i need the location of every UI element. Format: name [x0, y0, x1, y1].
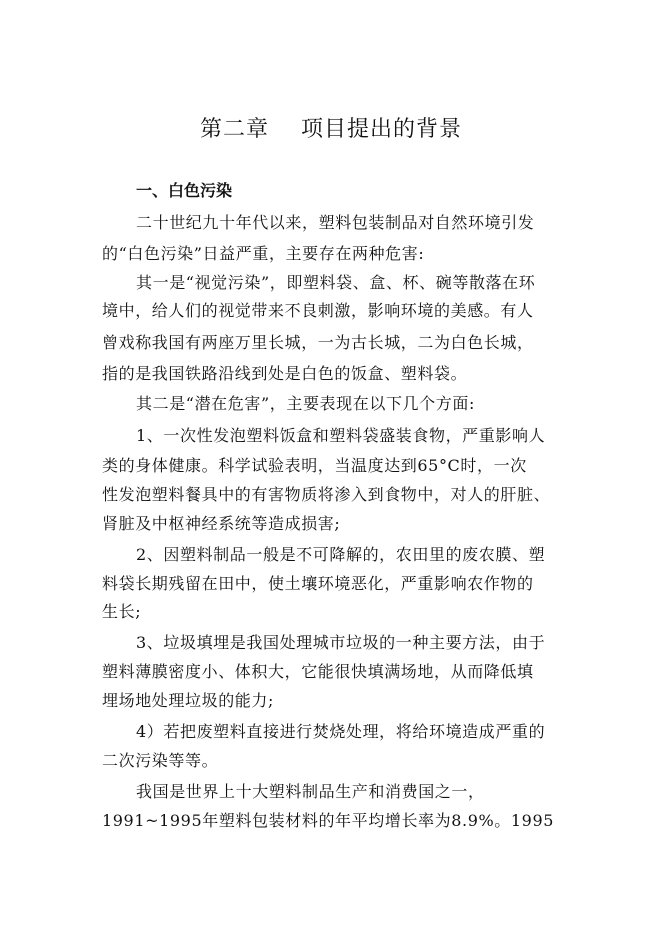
paragraph-line-12: 2、因塑料制品一般是不可降解的，农田里的废农膜、塑	[136, 545, 546, 564]
paragraph-line-1: 二十世纪九十年代以来，塑料包装制品对自然环境引发	[136, 213, 535, 232]
section-heading-white-pollution: 一、白色污染	[136, 181, 233, 200]
paragraph-line-17: 埋场地处理垃圾的能力;	[102, 691, 274, 710]
paragraph-line-10: 性发泡塑料餐具中的有害物质将渗入到食物中，对人的肝脏、	[102, 485, 551, 504]
paragraph-line-16: 塑料薄膜密度小、体积大，它能很快填满场地，从而降低填	[102, 662, 534, 681]
paragraph-line-5: 曾戏称我国有两座万里长城，一为古长城，二为白色长城，	[102, 333, 534, 352]
paragraph-line-19: 二次污染等等。	[102, 751, 219, 770]
paragraph-line-14: 生长;	[102, 602, 142, 621]
paragraph-line-2: 的“白色污染”日益严重，主要存在两种危害:	[102, 244, 425, 263]
paragraph-line-8: 1、一次性发泡塑料饭盒和塑料袋盛装食物，严重影响人	[136, 426, 546, 445]
paragraph-line-21: 1991~1995年塑料包装材料的年平均增长率为8.9%。1995	[102, 811, 555, 830]
paragraph-line-18: 4）若把废塑料直接进行焚烧处理，将给环境造成严重的	[136, 722, 546, 741]
paragraph-line-7: 其二是“潜在危害”，主要表现在以下几个方面:	[136, 394, 475, 413]
chapter-title: 第二章 项目提出的背景	[200, 117, 462, 142]
paragraph-line-20: 我国是世界上十大塑料制品生产和消费国之一，	[136, 782, 485, 801]
paragraph-line-9: 类的身体健康。科学试验表明，当温度达到65°C时，一次	[102, 456, 527, 475]
paragraph-line-6: 指的是我国铁路沿线到处是白色的饭盒、塑料袋。	[102, 364, 468, 383]
paragraph-line-15: 3、垃圾填埋是我国处理城市垃圾的一种主要方法，由于	[136, 633, 546, 652]
paragraph-line-3: 其一是“视觉污染”，即塑料袋、盒、杯、碗等散落在环	[136, 273, 536, 292]
paragraph-line-4: 境中，给人们的视觉带来不良刺激，影响环境的美感。有人	[102, 301, 534, 320]
paragraph-line-11: 肾脏及中枢神经系统等造成损害;	[102, 514, 341, 533]
paragraph-line-13: 料袋长期残留在田中，使土壤环境恶化，严重影响农作物的	[102, 574, 534, 593]
